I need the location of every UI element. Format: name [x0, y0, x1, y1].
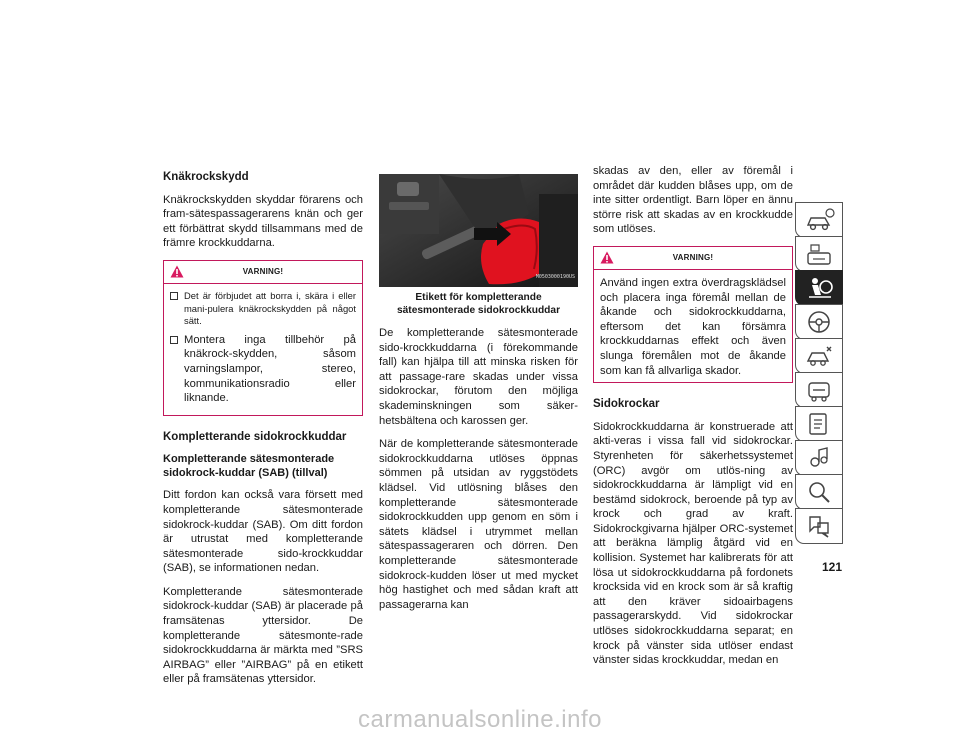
steering-wheel-icon	[805, 309, 835, 335]
image-caption: Etikett för kompletterande sätesmonterade sidokrockkuddar	[396, 292, 561, 316]
warning-item	[170, 333, 356, 406]
heading-side-impacts: Sidokrockar	[593, 398, 660, 411]
tab-language[interactable]	[795, 508, 843, 544]
tab-car-info[interactable]	[795, 202, 843, 238]
paragraph: Knäkrockskydden skyddar förarens och fram-sätespassagerarens knän och ger ett förbättrat skydd tillsammans med de främre krockkuddarna.	[163, 193, 363, 250]
paragraph: Sidokrockkuddarna är konstruerade att akti-veras i vissa fall vid sidokrockar. Styrenheten för säkerhetssystemet (ORC) avgör om utlös-ning av sidokrockkuddarna är lämpligt vid en bestämd sidokrock, beroende på typ av krock och grad av kraft. Sidokrockgivarna hjälper ORC-systemet att beräkna lämplig åtgärd vid en kollision. Systemet har kalibrerats för att lösa ut sidokrockkuddarna på fordonets krocksida vid en krock som är så kraftig att den kräver sidoairbagens passagerarskydd. Vid sidokrockar utlöses sidokrockkuddarna separat; en krock på vänster sida utlöser endast vänster sidas krockkuddar, medan en	[593, 420, 793, 667]
bullet-box-icon	[170, 292, 178, 300]
page-number: 121	[821, 560, 842, 574]
subheading-sab: Kompletterande sätesmonterade sidokrock-kuddar (SAB) (tillval)	[163, 453, 335, 480]
warning-header	[164, 261, 362, 284]
paragraph: Kompletterande sätesmonterade sidokrock-kuddar (SAB) är placerade på framsätenas yttersidor. De kompletterande sätesmonte-rade sidokrockkuddarna är märkta med ”SRS AIRBAG” eller ”AIRBAG” på en etikett eller på framsätenas yttersidor.	[163, 585, 363, 686]
warning-item-text: Det är förbjudet att borra i, skära i eller mani-pulera knäkrockskydden på något sätt.	[184, 289, 356, 327]
column-left	[163, 170, 363, 696]
tab-multimedia[interactable]	[795, 440, 843, 476]
car-service-icon	[805, 377, 835, 403]
tab-emergency[interactable]	[795, 338, 843, 374]
tab-index[interactable]	[795, 474, 843, 510]
dashboard-message-icon	[805, 241, 835, 267]
heading-side-airbags: Kompletterande sidokrockkuddar	[163, 430, 347, 443]
search-icon	[805, 479, 835, 505]
seat-airbag-label-photo	[379, 174, 578, 287]
heading-knee-bolster: Knäkrockskydd	[163, 171, 249, 183]
column-middle	[379, 174, 578, 621]
car-info-icon	[805, 207, 835, 233]
warning-box	[593, 246, 793, 383]
warning-item-text: Montera inga tillbehör på knäkrock-skydden, såsom varningslampor, stereo, kommunikationsradio eller liknande.	[184, 333, 356, 405]
paragraph: När de kompletterande sätesmonterade sidokrockkuddarna utlöses öppnas sömmen på utsidan av ryggstödets klädsel. Vid utlösning blåses den kompletterande sätesmonterade sidokrockkudden upp genom en söm i sätets klädsel i utrymmet mellan sätespassageraren och dörren. Den kompletterande sätesmonterade sidokrock-kudden löser ut med mycket hög hastighet och med sådan kraft att passagerarna kan	[379, 438, 578, 611]
paragraph: skadas av den, eller av föremål i området där kudden blåses upp, om de inte sitter ordentligt. Barn löper en ännu större risk att skadas av en krockkudde som utlöses.	[593, 165, 793, 236]
footer-watermark: carmanualsonline.info	[358, 706, 602, 733]
warning-box	[163, 260, 363, 416]
checklist-icon	[805, 411, 835, 437]
tab-specifications[interactable]	[795, 406, 843, 442]
car-crash-icon	[805, 343, 835, 369]
warning-title: VARNING!	[242, 266, 284, 276]
airbag-safety-icon	[805, 275, 835, 301]
warning-triangle-icon	[170, 265, 184, 278]
warning-title: VARNING!	[672, 252, 714, 262]
tab-dashboard[interactable]	[795, 236, 843, 272]
tab-driving[interactable]	[795, 304, 843, 340]
column-right	[593, 164, 793, 677]
paragraph: De kompletterande sätesmonterade sido-krockkuddarna (i förekommande fall) kan hjälpa till att minska risken för att passage-rare skadas under vissa sidokrockar, förutom den möjliga skademinskningen som säker-hetsbältena och karossen ger.	[379, 327, 578, 427]
image-code: M0503000190US	[535, 274, 575, 281]
tab-safety[interactable]	[795, 270, 843, 306]
warning-item	[170, 290, 356, 328]
warning-text: Använd ingen extra överdragsklädsel och placera inga föremål mellan de åkande och sidokrockkuddarna, eftersom det kan försämra krockkuddarnas effekt och även slunga föremålen mot de åkande som kan få allvarliga skador.	[600, 276, 786, 377]
language-icon	[805, 513, 835, 539]
paragraph: Ditt fordon kan också vara försett med kompletterande sätesmonterade sidokrock-kuddar (SAB). Om ditt fordon är utrustat med kompletterande sätesmonterade sido-krockkuddar (SAB), se informationen nedan.	[163, 489, 363, 575]
tab-service[interactable]	[795, 372, 843, 408]
warning-triangle-icon	[600, 251, 614, 264]
warning-header	[594, 247, 792, 270]
multimedia-icon	[805, 445, 835, 471]
bullet-box-icon	[170, 336, 178, 344]
